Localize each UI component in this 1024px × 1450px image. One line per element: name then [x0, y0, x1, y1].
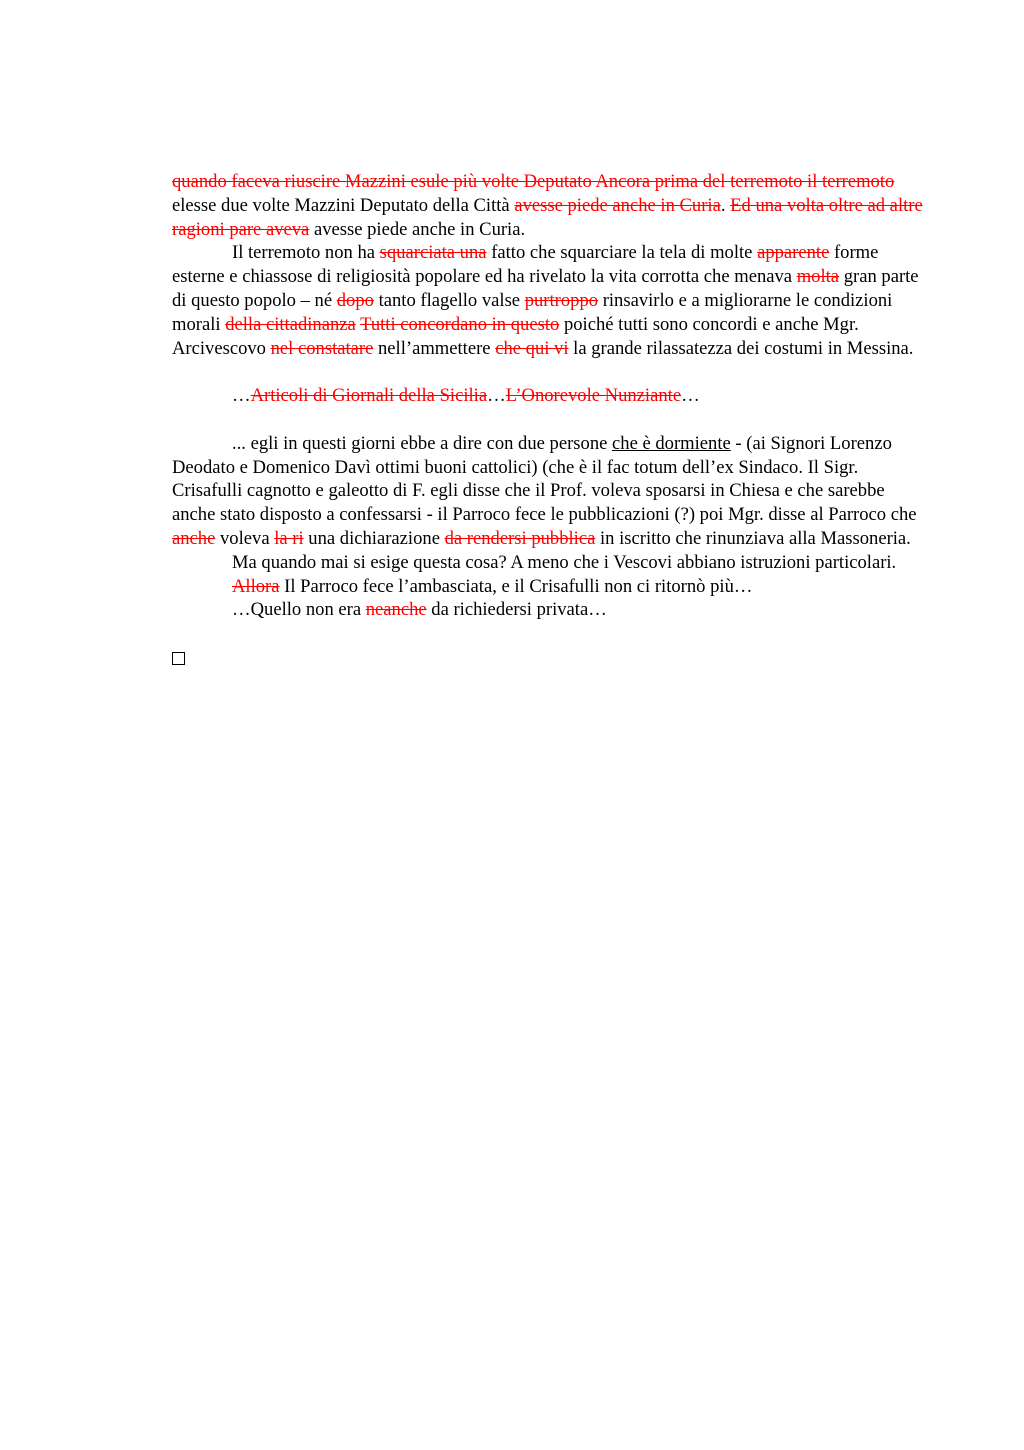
deleted-text: neanche	[365, 599, 427, 621]
text-run: fatto che squarciare la tela di molte	[486, 242, 758, 264]
deleted-text: purtroppo	[524, 289, 599, 311]
deleted-text: la ri	[274, 527, 304, 549]
deleted-text: che qui vi	[495, 337, 569, 359]
paragraph-4	[172, 432, 930, 551]
text-run: voleva	[215, 527, 275, 549]
text-run: …	[681, 385, 700, 407]
underlined-text: che è dormiente	[612, 432, 731, 454]
text-run: elesse due volte Mazzini Deputato della Città	[172, 194, 515, 216]
text-run: Il Parroco fece l’ambasciata, e il Crisafulli non ci ritornò più…	[279, 575, 753, 597]
paragraph-gap	[172, 360, 930, 384]
paragraph-2	[172, 241, 930, 360]
deleted-text: avesse piede anche in Curia	[514, 194, 721, 216]
text-run: tanto flagello valse	[373, 289, 525, 311]
deleted-text: molta	[796, 266, 840, 288]
paragraph-5	[172, 551, 930, 575]
text-run: da richiedersi privata…	[426, 599, 607, 621]
text-run: …	[487, 385, 506, 407]
paragraph-6	[172, 575, 930, 599]
text-run: Il terremoto non ha	[232, 242, 380, 264]
text-run: poiché tutti sono concordi e anche Mgr. Arcivescovo	[172, 313, 859, 359]
paragraph-3	[172, 384, 930, 408]
end-mark	[172, 646, 930, 672]
paragraph-gap	[172, 622, 930, 646]
deleted-text: apparente	[757, 242, 830, 264]
text-run: - (ai Signori Lorenzo Deodato e Domenico Davì ottimi buoni cattolici) (che è il fac totum dell’ex Sindaco. Il Sigr. Crisafulli cagnotto e galeotto di F. egli disse che il Prof. voleva sposarsi in Chiesa e che sarebbe anche stato disposto a confessarsi - il Parroco fece le pubblicazioni (?) poi Mgr. disse al Parroco che	[172, 432, 917, 526]
text-run: in iscritto che rinunziava alla Massoneria.	[595, 527, 911, 549]
checkbox-icon	[172, 652, 185, 665]
deleted-text: Tutti concordano in questo	[360, 313, 560, 335]
deleted-text: da rendersi pubblica	[444, 527, 596, 549]
deleted-text: quando faceva riuscire Mazzini esule più volte Deputato Ancora prima del terremoto il terremoto	[172, 171, 895, 192]
text-run: la grande rilassatezza dei costumi in Messina.	[568, 337, 914, 359]
text-run: Ma quando mai si esige questa cosa? A meno che i Vescovi abbiano istruzioni particolari.	[232, 551, 897, 573]
paragraph-1	[172, 170, 930, 241]
text-run: …Quello non era	[232, 599, 366, 621]
deleted-text: Allora	[232, 575, 280, 597]
paragraph-gap	[172, 408, 930, 432]
text-run: …	[232, 385, 251, 407]
paragraph-7	[172, 598, 930, 622]
deleted-text: squarciata una	[379, 242, 487, 264]
deleted-text: nel constatare	[270, 337, 374, 359]
text-run: ... egli in questi giorni ebbe a dire con due persone	[232, 432, 613, 454]
deleted-text: Ed una volta oltre ad altre ragioni pare aveva	[172, 194, 923, 240]
deleted-text: Articoli di Giornali della Sicilia	[250, 385, 488, 407]
text-run: forme esterne e chiassose di religiosità popolare ed ha rivelato la vita corrotta che menava	[172, 242, 879, 288]
text-run: gran parte di questo popolo – né	[172, 266, 919, 311]
document-page	[172, 170, 930, 672]
deleted-text: anche	[172, 527, 216, 549]
text-run: una dichiarazione	[303, 527, 445, 549]
deleted-text: della cittadinanza	[225, 313, 356, 335]
deleted-text: dopo	[336, 289, 374, 311]
text-run: nell’ammettere	[373, 337, 496, 359]
text-run: rinsavirlo e a migliorarne le condizioni morali	[172, 289, 893, 335]
text-run: avesse piede anche in Curia.	[309, 218, 526, 240]
text-run: .	[720, 194, 731, 216]
deleted-text: L’Onorevole Nunziante	[505, 385, 682, 407]
